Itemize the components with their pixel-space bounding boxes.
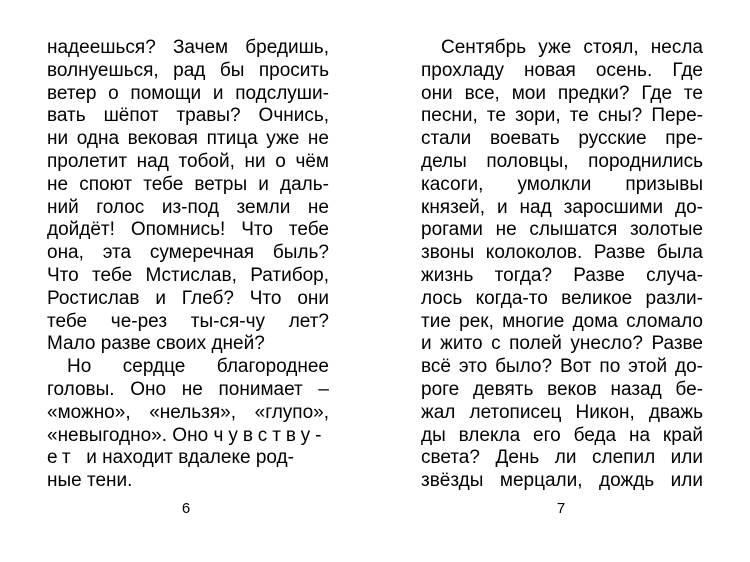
text-line: всё это было? Вот по этой до- bbox=[421, 356, 703, 378]
text-line: ни одна вековая птица уже не bbox=[47, 128, 329, 150]
text-line: песни, те зори, те сны? Пере- bbox=[421, 105, 703, 127]
text-line: света? День ли слепил или bbox=[421, 447, 703, 469]
right-page bbox=[421, 37, 703, 493]
text-line: тебе че-рез ты-ся-чу лет? bbox=[47, 310, 329, 332]
text-line: Сентябрь уже стоял, несла bbox=[441, 37, 703, 58]
text-line: дойдёт! Опомнись! Что тебе bbox=[47, 219, 329, 241]
text-line: они все, мои предки? Где те bbox=[421, 82, 703, 104]
text-line: не споют тебе ветры и даль- bbox=[47, 173, 329, 195]
text-line: Но сердце благороднее bbox=[67, 356, 329, 378]
spaced-word: чувству- bbox=[213, 424, 327, 446]
page-number-left: 6 bbox=[181, 500, 191, 517]
text-fragment: и находит вдалеке род- bbox=[86, 447, 294, 469]
text-line: стали воевать русские пре- bbox=[421, 128, 703, 150]
left-page bbox=[47, 37, 329, 493]
text-line: прохладу новая осень. Где bbox=[421, 59, 703, 81]
page-number-right: 7 bbox=[556, 500, 566, 517]
text-line: лось когда-то великое разли- bbox=[421, 287, 703, 309]
text-line: она, эта сумеречная быль? bbox=[47, 242, 329, 264]
text-fragment: «невыгодно». Оно bbox=[47, 424, 209, 446]
text-line: и жито с полей унесло? Разве bbox=[421, 333, 703, 355]
text-line: касоги, умолкли призывы bbox=[421, 173, 703, 195]
text-line: головы. Оно не понимает – bbox=[47, 378, 329, 400]
text-line: надеешься? Зачем бредишь, bbox=[47, 37, 329, 58]
text-line: волнуешься, рад бы просить bbox=[47, 59, 329, 81]
text-line: звоны колоколов. Разве была bbox=[421, 242, 703, 264]
text-line: ний голос из-под земли не bbox=[47, 196, 329, 218]
text-line: ные тени. bbox=[47, 470, 133, 492]
text-line: рогами не слышатся золотые bbox=[421, 219, 703, 241]
text-line: пролетит над тобой, ни о чём bbox=[47, 150, 329, 172]
text-line: роге девять веков назад бе- bbox=[421, 378, 703, 400]
text-line: «можно», «нельзя», «глупо», bbox=[47, 401, 329, 423]
spaced-word: ет bbox=[47, 447, 76, 469]
text-line: делы половцы, породнились bbox=[421, 150, 703, 172]
text-line: тие рек, многие дома сломало bbox=[421, 310, 703, 332]
text-line: ветер о помощи и подслуши- bbox=[47, 82, 329, 104]
text-line: Мало разве своих дней? bbox=[47, 333, 265, 355]
text-line: Ростислав и Глеб? Что они bbox=[47, 287, 329, 309]
text-line: звёзды мерцали, дождь или bbox=[421, 470, 703, 492]
text-line: жизнь тогда? Разве случа- bbox=[421, 264, 703, 286]
text-line: вать шёпот травы? Очнись, bbox=[47, 105, 329, 127]
text-line: Что тебе Мстислав, Ратибор, bbox=[47, 264, 329, 286]
text-line bbox=[47, 425, 329, 448]
text-line: князей, и над заросшими до- bbox=[421, 196, 703, 218]
text-line: ды влекла его беда на край bbox=[421, 424, 703, 446]
text-line bbox=[47, 447, 329, 470]
text-line: жал летописец Никон, дважь bbox=[421, 401, 703, 423]
